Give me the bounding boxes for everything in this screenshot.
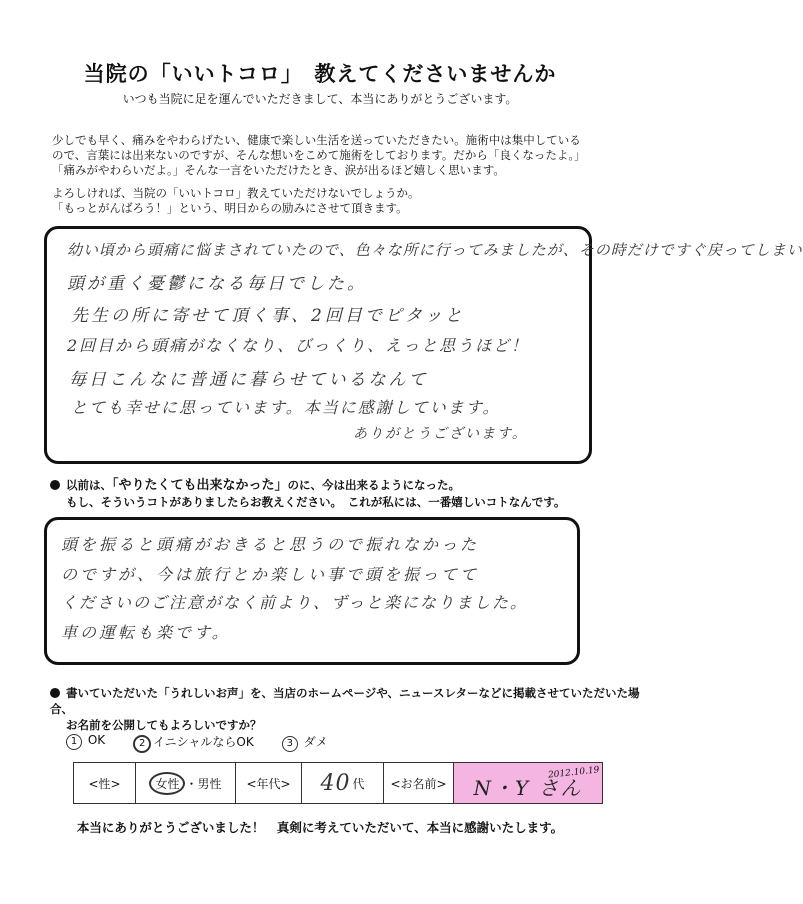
bullet-icon <box>50 480 60 490</box>
handwritten-line: 幼い頃から頭痛に悩まされていたので、色々な所に行ってみましたが、その時だけですぐ戻ってしまい <box>67 241 803 259</box>
question-emphasis: 「やりたくても出来なかった」 <box>112 478 288 493</box>
handwritten-line: ありがとうございます。 <box>353 426 528 442</box>
sex-female-selected: 女性 <box>149 772 185 795</box>
name-value: N・Y さん <box>473 775 583 800</box>
date-stamp: 2012.10.19 <box>547 765 600 781</box>
option-number: 3 <box>282 736 298 752</box>
handwritten-line: とても幸せに思っています。本当に感謝しています。 <box>71 398 501 417</box>
handwritten-line: 先生の所に寄せて頂く事、2回目でピタッと <box>71 306 465 326</box>
intro-paragraph-1 <box>52 133 612 178</box>
sex-separator: ・ <box>185 776 198 791</box>
option-label: OK <box>87 733 106 747</box>
consent-prompt <box>50 685 640 733</box>
sex-male: 男性 <box>197 776 222 791</box>
handwritten-line: 車の運転も楽です。 <box>61 623 231 642</box>
name-label: <お名前> <box>384 763 454 803</box>
question-line-2: もし、そういうコトがありましたらお教えください。 これが私には、一番嬉しいコトなんです。 <box>66 495 566 509</box>
handwritten-line: 頭を振ると頭痛がおきると思うので振れなかった <box>61 535 480 554</box>
sex-field[interactable] <box>136 763 236 803</box>
handwritten-line: 頭が重く憂鬱になる毎日でした。 <box>67 274 367 294</box>
consent-line-2: お名前を公開してもよろしいですか？ <box>66 718 262 732</box>
handwritten-line: 2回目から頭痛がなくなり、びっくり、えっと思うほど！ <box>67 336 530 355</box>
age-value: 40 <box>320 770 351 796</box>
intro-line: よろしければ、当院の「いいトコロ」教えていただけないでしょうか。 <box>52 186 420 200</box>
consent-options <box>66 733 328 753</box>
footer-thanks: 本当にありがとうございました！ 真剣に考えていただいて、本当に感謝いたします。 <box>76 820 564 835</box>
intro-line: ので、言葉には出来ないのですが、そんな想いをこめて施術をしております。だから「良くなったよ。」 <box>52 148 586 162</box>
age-field[interactable] <box>302 763 384 803</box>
option-ok[interactable] <box>66 733 105 753</box>
page-subtitle: いつも当院に足を運んでいただきまして、本当にありがとうございます。 <box>122 92 518 106</box>
intro-line: 「もっとがんばろう！」という、明日からの励みにさせて頂きます。 <box>52 201 408 215</box>
age-unit: 代 <box>352 776 365 791</box>
question-text: 以前は、 <box>66 478 112 492</box>
consent-text: 書いていただいた「うれしいお声」を、当店のホームページや、ニュースレターなどに掲載させていただいた場合、 <box>50 686 640 716</box>
age-label: <年代> <box>236 763 302 803</box>
option-number: 2 <box>133 735 151 753</box>
sex-label: <性> <box>74 763 136 803</box>
testimonial-box-1 <box>44 226 803 464</box>
intro-paragraph-2 <box>52 186 612 216</box>
option-label: ダメ <box>303 735 328 749</box>
bullet-icon <box>50 688 60 698</box>
option-initials-ok[interactable] <box>133 733 254 753</box>
intro-line: 「痛みがやわらいだよ。」そんな一言をいただけたとき、涙が出るほど嬉しく思います。 <box>52 163 505 177</box>
option-number: 1 <box>66 734 82 750</box>
option-no[interactable] <box>282 733 328 753</box>
option-label: イニシャルならOK <box>153 735 254 749</box>
handwritten-line: くださいのご注意がなく前より、ずっと楽になりました。 <box>61 593 529 612</box>
handwritten-line: のですが、今は旅行とか楽しい事で頭を振ってて <box>61 565 480 584</box>
question-text: のに、今は出来るようになった。 <box>287 478 461 492</box>
intro-line: 少しでも早く、痛みをやわらげたい、健康で楽しい生活を送っていただきたい。施術中は集中している <box>52 133 581 147</box>
info-form <box>73 762 603 804</box>
question-prompt <box>50 477 565 510</box>
handwritten-line: 毎日こんなに普通に暮らせているなんて <box>69 370 429 390</box>
page-title: 当院の「いいトコロ」 教えてくださいませんか <box>83 62 557 86</box>
testimonial-box-2 <box>44 517 580 665</box>
